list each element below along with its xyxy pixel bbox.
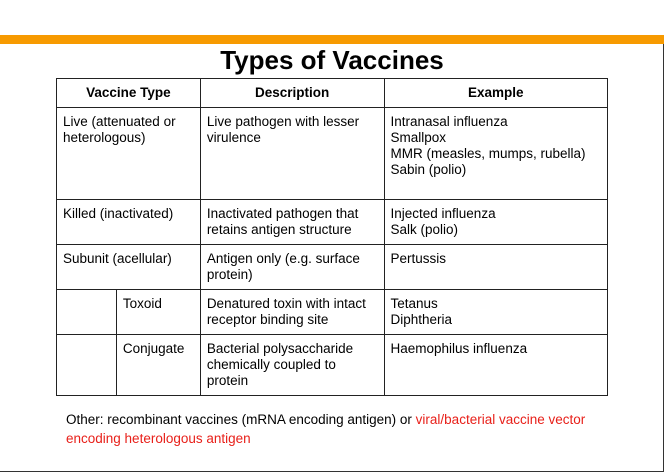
example-item: MMR (measles, mumps, rubella) (390, 146, 586, 161)
footer-text: Other: recombinant vaccines (mRNA encoding antigen) or (66, 412, 416, 427)
example-cell (384, 200, 608, 245)
vaccine-subtype-cell: Toxoid (116, 290, 200, 335)
example-item: Smallpox (390, 130, 447, 145)
indent-cell (57, 290, 117, 335)
example-item: Diphtheria (390, 312, 453, 327)
example-cell (384, 245, 608, 290)
table-row (57, 290, 608, 335)
footer-highlight: viral/bacterial vaccine vector encoding heterologous antigen (66, 412, 586, 446)
vaccine-subtype-cell: Conjugate (116, 335, 200, 396)
example-cell (384, 290, 608, 335)
example-item: Pertussis (390, 251, 447, 266)
vaccine-type-cell: Live (attenuated or heterologous) (57, 108, 201, 200)
vaccine-type-cell: Subunit (acellular) (57, 245, 201, 290)
example-item: Salk (polio) (390, 222, 459, 237)
table-header-row (57, 79, 608, 108)
example-cell (384, 335, 608, 396)
description-cell: Inactivated pathogen that retains antigen structure (200, 200, 384, 245)
example-item: Intranasal influenza (390, 114, 508, 129)
table-row (57, 108, 608, 200)
table-row (57, 245, 608, 290)
example-item: Injected influenza (390, 206, 496, 221)
vaccine-type-cell: Killed (inactivated) (57, 200, 201, 245)
table-row (57, 335, 608, 396)
header-description: Description (200, 79, 384, 108)
description-cell: Antigen only (e.g. surface protein) (200, 245, 384, 290)
description-cell: Bacterial polysaccharide chemically coupled to protein (200, 335, 384, 396)
header-example: Example (384, 79, 608, 108)
vaccine-table (56, 78, 608, 396)
description-cell: Live pathogen with lesser virulence (200, 108, 384, 200)
description-cell: Denatured toxin with intact receptor binding site (200, 290, 384, 335)
slide-title: Types of Vaccines (220, 45, 444, 75)
example-item: Haemophilus influenza (390, 341, 528, 356)
accent-bar (0, 35, 664, 44)
footer-note (66, 410, 626, 448)
indent-cell (57, 335, 117, 396)
header-vaccine-type: Vaccine Type (57, 79, 201, 108)
top-bar (0, 0, 664, 35)
example-item: Tetanus (390, 296, 438, 311)
table-row (57, 200, 608, 245)
example-item: Sabin (polio) (390, 162, 467, 177)
example-cell (384, 108, 608, 200)
